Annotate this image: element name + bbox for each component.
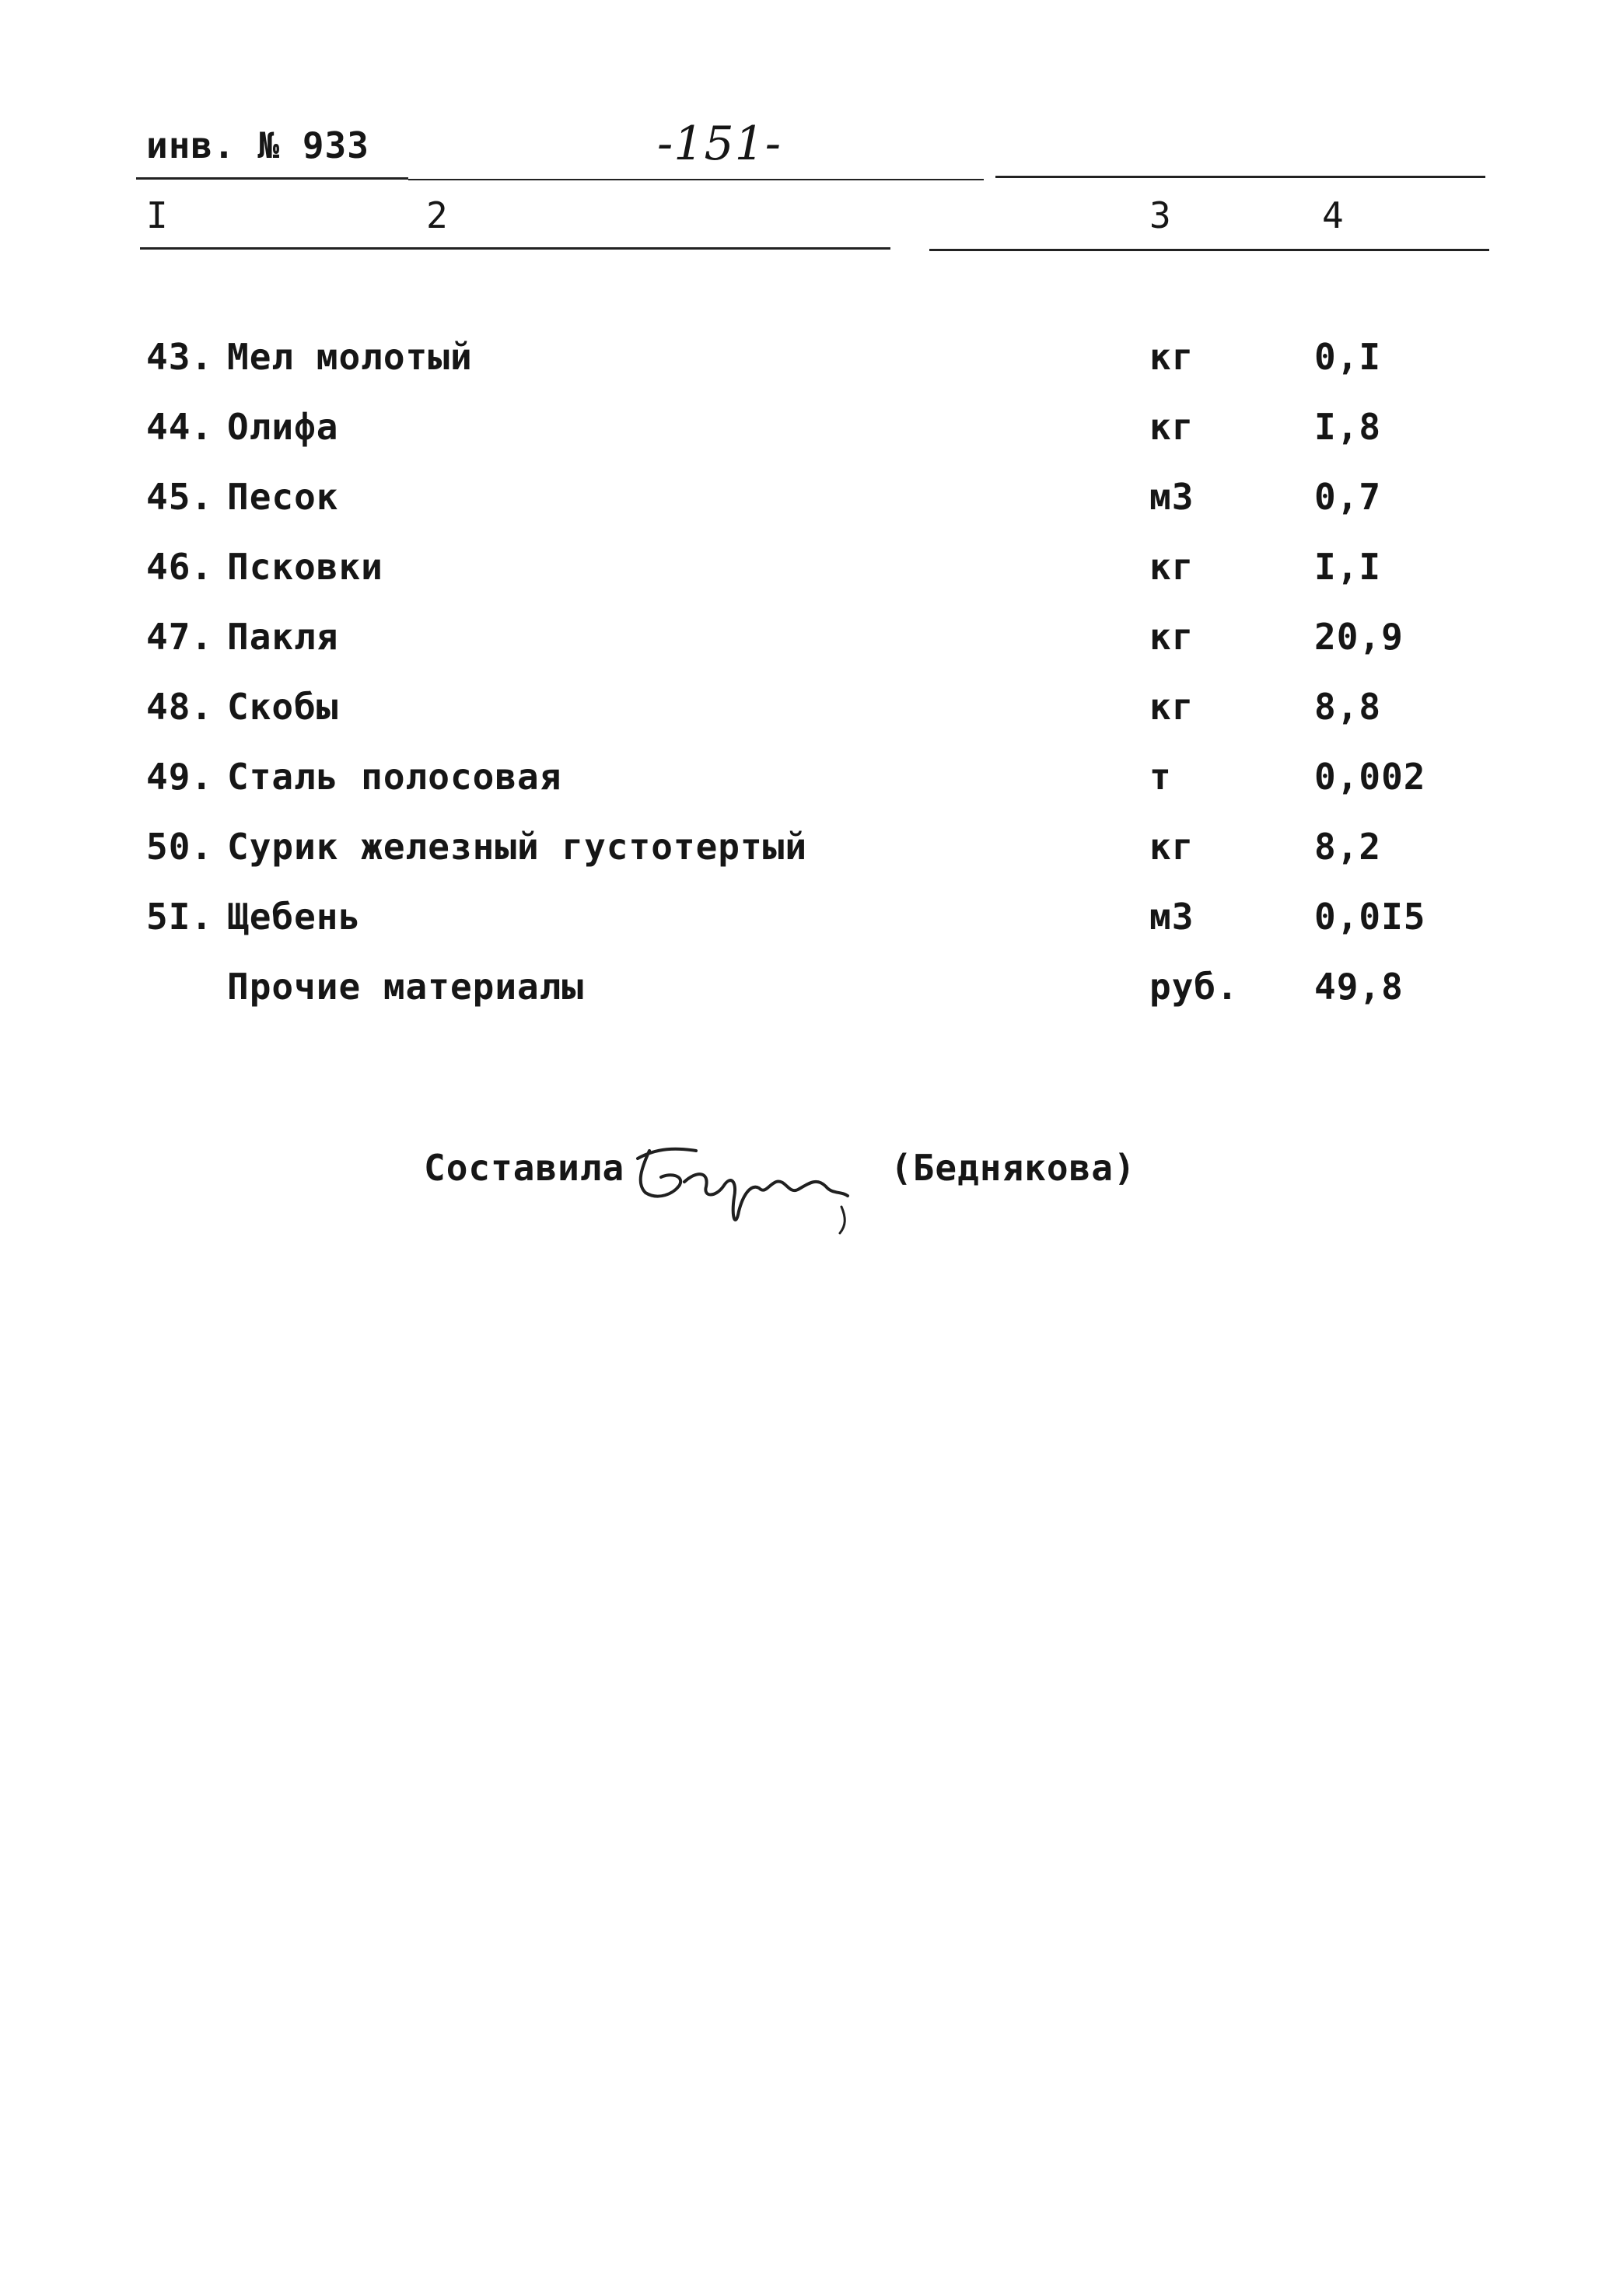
quantity: 0,I (1314, 336, 1382, 378)
signer-name: (Беднякова) (890, 1147, 1136, 1189)
column-header-3: 3 (1149, 194, 1172, 236)
unit: кг (1149, 546, 1195, 588)
row-number: 48. (146, 686, 214, 728)
row-number: 47. (146, 616, 214, 658)
quantity: 20,9 (1314, 616, 1404, 658)
quantity: 8,2 (1314, 826, 1382, 868)
row-number: 50. (146, 826, 214, 868)
table-row (0, 616, 1616, 678)
unit: м3 (1149, 896, 1195, 938)
table-row (0, 826, 1616, 888)
quantity: 49,8 (1314, 966, 1404, 1008)
unit: т (1149, 756, 1172, 798)
table-row (0, 756, 1616, 818)
header-rule-right (995, 176, 1485, 178)
header-rule-middle (408, 179, 984, 180)
unit: кг (1149, 616, 1195, 658)
page-number: -151- (657, 117, 782, 171)
unit: кг (1149, 406, 1195, 448)
table-row (0, 546, 1616, 608)
table-row (0, 686, 1616, 748)
table-row (0, 966, 1616, 1028)
table-row (0, 896, 1616, 958)
quantity: 0,7 (1314, 476, 1382, 518)
column-header-rule-right (929, 249, 1489, 251)
table-row (0, 476, 1616, 538)
material-name: Олифа (227, 406, 339, 448)
row-number: 49. (146, 756, 214, 798)
material-name: Псковки (227, 546, 383, 588)
material-name: Сталь полосовая (227, 756, 562, 798)
material-name: Пакля (227, 616, 339, 658)
material-name: Песок (227, 476, 339, 518)
column-header-rule-left (140, 247, 890, 250)
quantity: I,I (1314, 546, 1382, 588)
row-number: 43. (146, 336, 214, 378)
row-number: 5I. (146, 896, 214, 938)
composed-by-label: Составила (424, 1147, 625, 1189)
column-header-4: 4 (1322, 194, 1345, 236)
table-row (0, 406, 1616, 468)
quantity: 0,002 (1314, 756, 1426, 798)
unit: кг (1149, 336, 1195, 378)
row-number: 45. (146, 476, 214, 518)
unit: м3 (1149, 476, 1195, 518)
table-row (0, 336, 1616, 398)
material-name: Прочие материалы (227, 966, 585, 1008)
unit: кг (1149, 826, 1195, 868)
unit: руб. (1149, 966, 1239, 1008)
material-name: Скобы (227, 686, 339, 728)
column-header-1: I (146, 194, 169, 236)
header-rule-left (136, 177, 408, 180)
row-number: 44. (146, 406, 214, 448)
signature (622, 1120, 879, 1236)
quantity: I,8 (1314, 406, 1382, 448)
row-number: 46. (146, 546, 214, 588)
column-header-2: 2 (426, 194, 449, 236)
unit: кг (1149, 686, 1195, 728)
inventory-number: инв. № 933 (146, 124, 369, 166)
material-name: Мел молотый (227, 336, 473, 378)
quantity: 8,8 (1314, 686, 1382, 728)
material-name: Щебень (227, 896, 362, 938)
material-name: Сурик железный густотертый (227, 826, 808, 868)
quantity: 0,0I5 (1314, 896, 1426, 938)
